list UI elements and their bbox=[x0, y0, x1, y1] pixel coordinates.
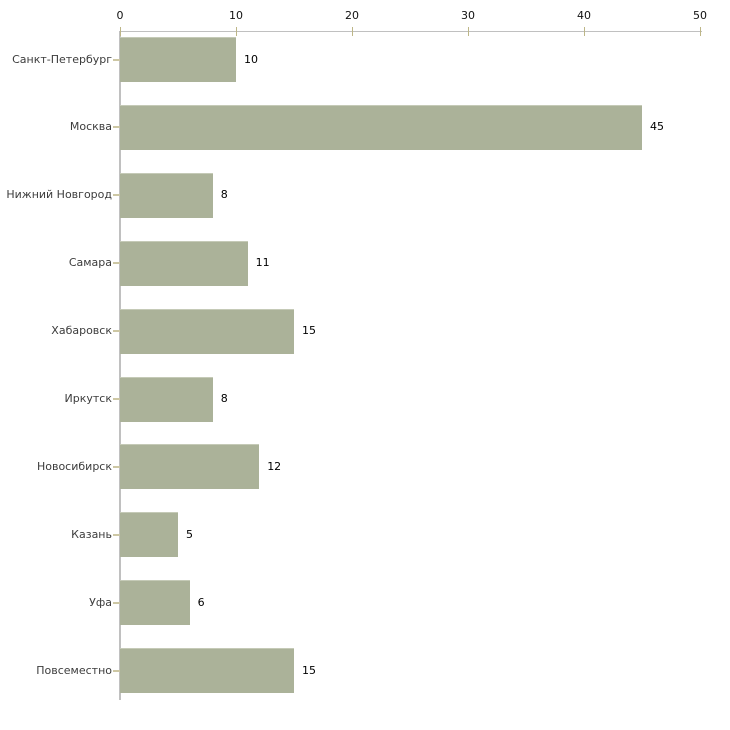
x-axis-tick bbox=[120, 27, 121, 36]
bar bbox=[120, 512, 178, 557]
category-label: Нижний Новгород bbox=[6, 188, 112, 202]
value-label: 45 bbox=[650, 120, 664, 134]
bar bbox=[120, 444, 259, 489]
x-axis-tick bbox=[236, 27, 237, 36]
y-axis-tick bbox=[113, 670, 120, 672]
value-label: 15 bbox=[302, 663, 316, 677]
value-label: 6 bbox=[197, 595, 205, 609]
x-axis-tick-label: 0 bbox=[116, 9, 124, 22]
x-axis-tick-label: 40 bbox=[577, 9, 591, 22]
x-axis-tick-label: 20 bbox=[345, 9, 359, 22]
y-axis-tick bbox=[113, 59, 120, 61]
x-axis-tick-label: 10 bbox=[229, 9, 243, 22]
y-axis-tick bbox=[113, 262, 120, 264]
bar bbox=[120, 241, 248, 286]
category-label: Москва bbox=[69, 120, 112, 134]
bar bbox=[120, 309, 294, 354]
category-label: Хабаровск bbox=[51, 324, 112, 338]
value-label: 12 bbox=[267, 459, 282, 473]
y-axis-tick bbox=[113, 194, 120, 196]
value-label: 5 bbox=[186, 527, 193, 541]
bar bbox=[120, 173, 213, 218]
x-axis-tick-label: 30 bbox=[461, 9, 475, 22]
x-axis-tick bbox=[352, 27, 353, 36]
x-axis-tick-label: 50 bbox=[693, 9, 707, 22]
y-axis-tick bbox=[113, 398, 120, 400]
x-axis-line bbox=[120, 31, 702, 32]
category-label: Самара bbox=[68, 256, 112, 270]
bar bbox=[120, 648, 294, 693]
x-axis-tick bbox=[468, 27, 469, 36]
bar bbox=[120, 105, 642, 150]
value-label: 8 bbox=[220, 188, 228, 202]
bar bbox=[120, 580, 190, 625]
y-axis-tick bbox=[113, 466, 120, 468]
value-label: 15 bbox=[302, 324, 316, 338]
y-axis-tick bbox=[113, 602, 120, 604]
category-label: Уфа bbox=[89, 595, 112, 609]
value-label: 8 bbox=[220, 392, 228, 405]
x-axis-tick bbox=[700, 27, 701, 36]
bar bbox=[120, 377, 213, 422]
category-label: Иркутск bbox=[64, 392, 112, 405]
category-label: Новосибирск bbox=[36, 459, 112, 473]
x-axis-tick bbox=[584, 27, 585, 36]
value-label: 10 bbox=[244, 52, 258, 66]
bar bbox=[120, 37, 236, 82]
value-label: 11 bbox=[255, 256, 270, 270]
category-label: Санкт-Петербург bbox=[12, 52, 112, 66]
y-axis-tick bbox=[113, 330, 120, 332]
y-axis-tick bbox=[113, 534, 120, 536]
category-label: Повсеместно bbox=[36, 663, 112, 677]
y-axis-tick bbox=[113, 126, 120, 128]
category-label: Казань bbox=[71, 527, 112, 541]
